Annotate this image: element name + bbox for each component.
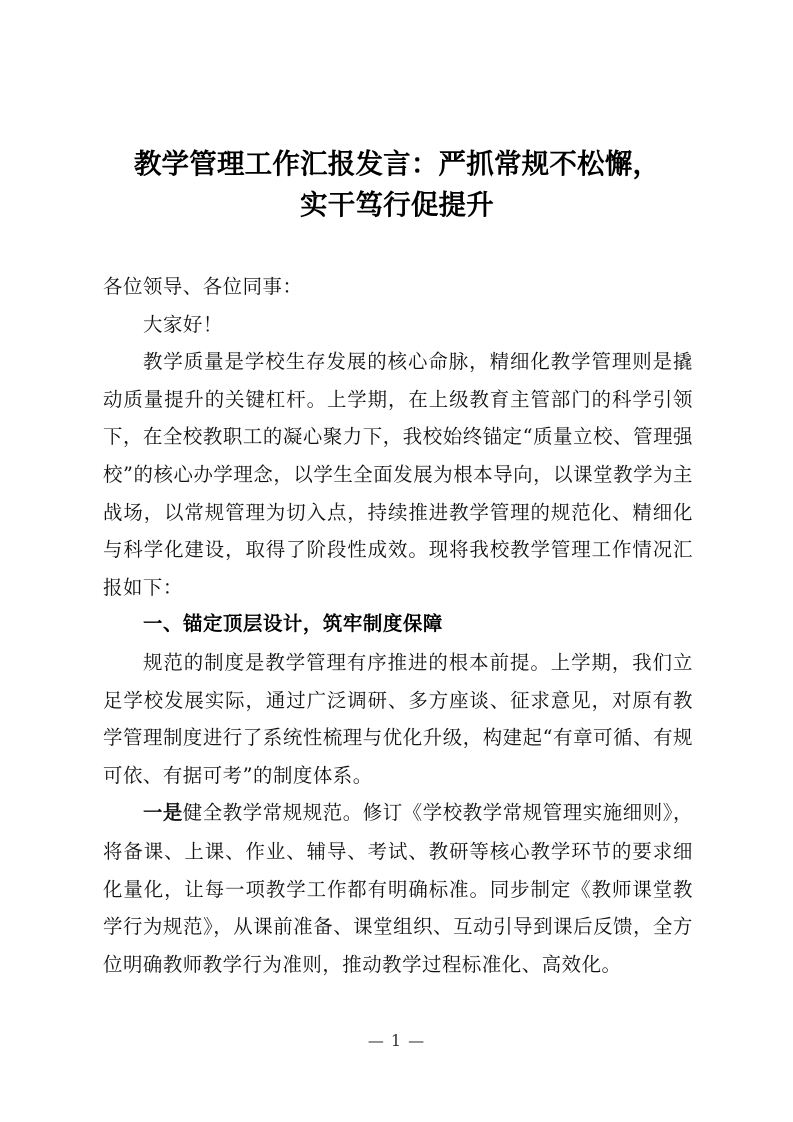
salutation: 各位领导、各位同事：: [103, 275, 303, 298]
greeting: 大家好！: [143, 312, 223, 336]
intro-paragraph: 教学质量是学校生存发展的核心命脉，精细化教学管理则是撬动质量提升的关键杠杆。上学期，在上级教育主管部门的科学引领下，在全校教职工的凝心聚力下，我校始终锚定“质量立校、管理强校”的核心办学理念，以学生全面发展为根本导向，以课堂教学为主战场，以常规管理为切入点，持续推进教学管理的规范化、精细化与科学化建设，取得了阶段性成效。现将我校教学管理工作情况汇报如下：: [103, 350, 693, 599]
page-number: — 1 —: [367, 1031, 426, 1050]
page-title: [103, 143, 691, 225]
sub-item-1-text: 健全教学常规规范。修订《学校教学常规管理实施细则》，将备课、上课、作业、辅导、考试、教研等核心教学环节的要求细化量化，让每一项教学工作都有明确标准。同步制定《教师课堂教学行为规范》，从课前准备、课堂组织、互动引导到课后反馈，全方位明确教师教学行为准则，推动教学过程标准化、高效化。: [103, 801, 693, 976]
document-body: [103, 268, 693, 983]
page-title-line-2: 实干笃行促提升: [300, 189, 494, 220]
section-paragraph-1: 规范的制度是教学管理有序推进的根本前提。上学期，我们立足学校发展实际，通过广泛调研、多方座谈、征求意见，对原有教学管理制度进行了系统性梳理与优化升级，构建起“有章可循、有规可依、有据可考”的制度体系。: [103, 650, 693, 787]
sub-item-1-lead: 一是: [143, 802, 183, 825]
page-footer: [0, 1031, 793, 1050]
sub-item-1: [103, 794, 693, 983]
section-heading-1: 一、锚定顶层设计，筑牢制度保障: [143, 613, 443, 636]
page-title-line-1: 教学管理工作汇报发言：严抓常规不松懈，: [133, 148, 661, 179]
